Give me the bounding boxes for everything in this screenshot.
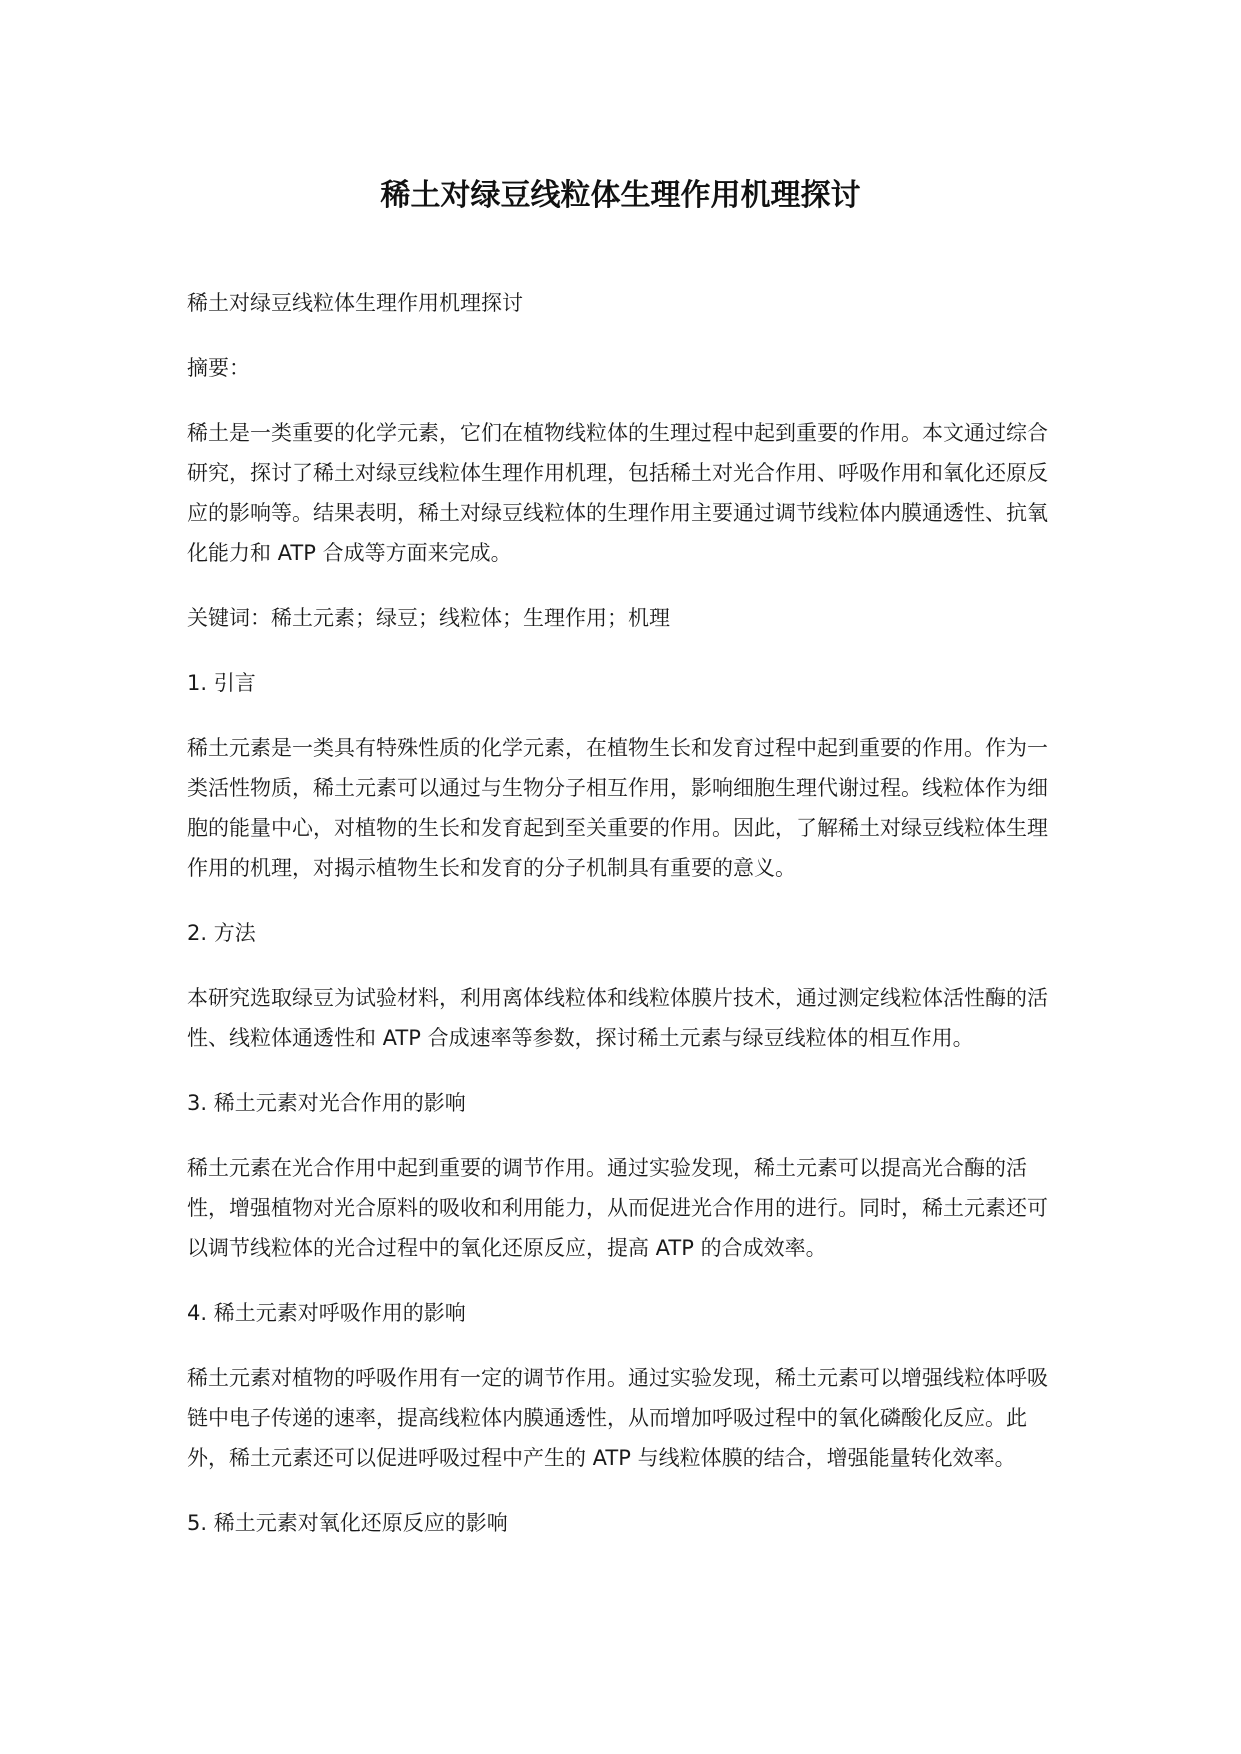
document-title: 稀土对绿豆线粒体生理作用机理探讨 [380, 178, 861, 213]
introduction-paragraph: 稀土元素是一类具有特殊性质的化学元素，在植物生长和发育过程中起到重要的作用。作为一类活性物质，稀土元素可以通过与生物分子相互作用，影响细胞生理代谢过程。线粒体作为细胞的能量中心，对植物的生长和发育起到至关重要的作用。因此，了解稀土对绿豆线粒体生理作用的机理，对揭示植物生长和发育的分子机制具有重要的意义。 [187, 736, 1048, 880]
respiration-paragraph: 稀土元素对植物的呼吸作用有一定的调节作用。通过实验发现，稀土元素可以增强线粒体呼吸链中电子传递的速率，提高线粒体内膜通透性，从而增加呼吸过程中的氧化磷酸化反应。此外，稀土元素还可以促进呼吸过程中产生的 ATP 与线粒体膜的结合，增强能量转化效率。 [187, 1366, 1048, 1470]
document-body [187, 283, 1067, 1568]
subtitle-line: 稀土对绿豆线粒体生理作用机理探讨 [187, 291, 523, 315]
section-heading-respiration: 4. 稀土元素对呼吸作用的影响 [187, 1301, 466, 1325]
photosynthesis-paragraph: 稀土元素在光合作用中起到重要的调节作用。通过实验发现，稀土元素可以提高光合酶的活性，增强植物对光合原料的吸收和利用能力，从而促进光合作用的进行。同时，稀土元素还可以调节线粒体的光合过程中的氧化还原反应，提高 ATP 的合成效率。 [187, 1156, 1048, 1260]
abstract-paragraph: 稀土是一类重要的化学元素，它们在植物线粒体的生理过程中起到重要的作用。本文通过综合研究，探讨了稀土对绿豆线粒体生理作用机理，包括稀土对光合作用、呼吸作用和氧化还原反应的影响等。结果表明，稀土对绿豆线粒体的生理作用主要通过调节线粒体内膜通透性、抗氧化能力和 ATP 合成等方面来完成。 [187, 421, 1048, 565]
section-heading-photosynthesis: 3. 稀土元素对光合作用的影响 [187, 1091, 466, 1115]
section-heading-introduction: 1. 引言 [187, 671, 256, 695]
abstract-heading: 摘要： [187, 356, 250, 380]
methods-paragraph: 本研究选取绿豆为试验材料，利用离体线粒体和线粒体膜片技术，通过测定线粒体活性酶的活性、线粒体通透性和 ATP 合成速率等参数，探讨稀土元素与绿豆线粒体的相互作用。 [187, 986, 1048, 1050]
keywords-line: 关键词：稀土元素；绿豆；线粒体；生理作用；机理 [187, 606, 670, 630]
section-heading-methods: 2. 方法 [187, 921, 256, 945]
section-heading-redox: 5. 稀土元素对氧化还原反应的影响 [187, 1511, 508, 1535]
